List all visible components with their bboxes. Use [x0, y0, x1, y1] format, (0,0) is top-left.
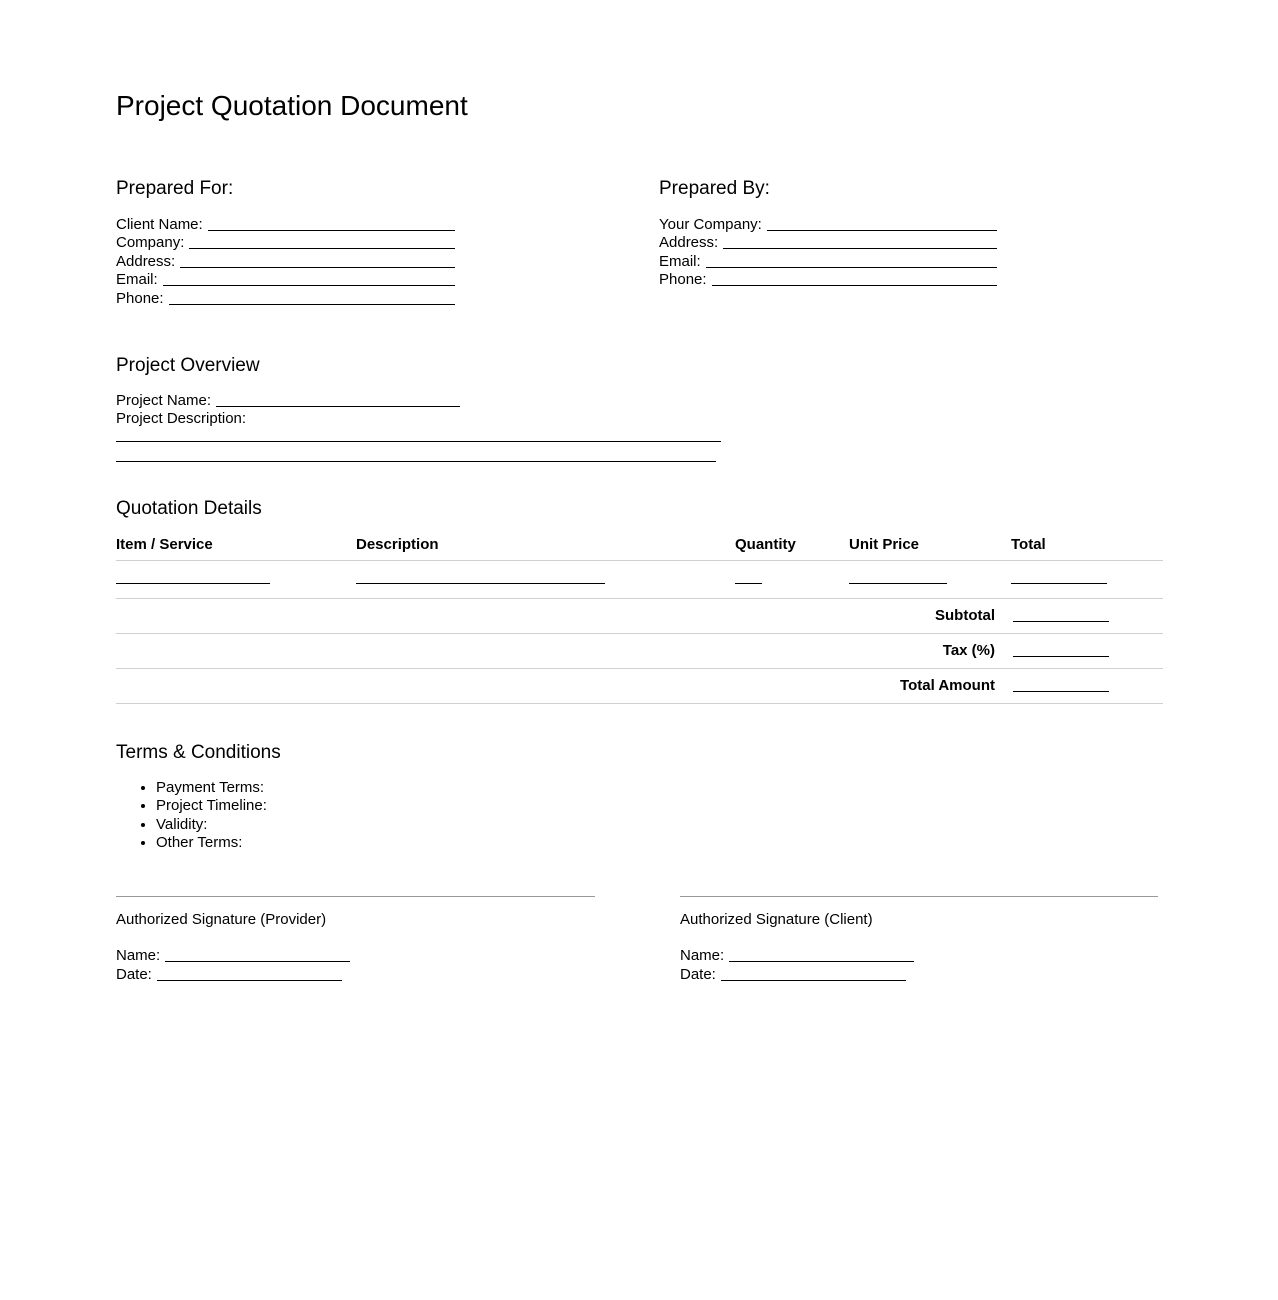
prepared-by-fields: [659, 216, 997, 290]
client-sig-date-blank: [721, 968, 906, 981]
client-email-blank: [163, 273, 455, 286]
quotation-details-section: [116, 498, 1278, 704]
your-company-blank: [767, 218, 997, 231]
company-field: [116, 234, 455, 252]
validity-item: [156, 816, 1278, 834]
your-company-label: Your Company:: [659, 216, 762, 233]
client-name-field: [116, 216, 455, 234]
column-header-total: Total: [1011, 535, 1046, 553]
total-amount-label: Total Amount: [900, 676, 995, 694]
column-header-unit-price: Unit Price: [849, 535, 920, 553]
provider-date-field: [116, 966, 595, 984]
provider-date-label: Date:: [116, 965, 152, 983]
provider-email-field: [659, 253, 997, 271]
payment-terms-item: [156, 779, 1278, 797]
client-address-field: [116, 253, 455, 271]
project-name-blank: [216, 394, 460, 407]
company-blank: [189, 236, 455, 249]
prepared-for-section: [116, 178, 455, 308]
subtotal-label: Subtotal: [935, 606, 995, 624]
provider-signature-block: [116, 896, 595, 984]
tax-row: [116, 634, 1163, 669]
provider-date-blank: [157, 968, 342, 981]
item-service-blank: [116, 571, 270, 584]
company-label: Company:: [116, 234, 185, 252]
tax-label: Tax (%): [942, 641, 995, 659]
provider-address-field: [659, 234, 997, 252]
unit-price-blank: [849, 571, 947, 584]
prepared-by-heading: Prepared By:: [659, 178, 770, 199]
terms-conditions-section: [116, 742, 1278, 853]
total-blank: [1011, 571, 1107, 584]
provider-email-blank: [706, 255, 997, 268]
client-name-blank: [208, 218, 455, 231]
client-name-sig-field: [680, 947, 1158, 965]
provider-name-blank: [165, 949, 350, 962]
other-terms-label: • Other Terms:: [156, 833, 243, 851]
prepared-by-section: [659, 178, 997, 308]
quotation-table-header-row: [116, 536, 1163, 561]
subtotal-blank: [1013, 609, 1109, 622]
project-timeline-item: [156, 797, 1278, 815]
tax-blank: [1013, 644, 1109, 657]
client-address-label: Address:: [116, 252, 176, 270]
validity-label: • Validity:: [156, 815, 208, 833]
parties-section: [116, 178, 1278, 308]
project-timeline-label: • Project Timeline:: [156, 797, 267, 815]
column-header-quantity: Quantity: [735, 535, 796, 553]
provider-signature-heading: Authorized Signature (Provider): [116, 911, 327, 929]
project-overview-heading: Project Overview: [116, 354, 260, 376]
payment-terms-label: • Payment Terms:: [156, 778, 265, 796]
project-description-blank-1: [116, 429, 721, 442]
quantity-blank: [735, 571, 762, 584]
project-description-label: Project Description:: [116, 410, 247, 428]
client-address-blank: [180, 255, 455, 268]
project-name-label: Project Name:: [116, 391, 212, 409]
client-name-label: Client Name:: [116, 216, 203, 233]
client-email-field: [116, 271, 455, 289]
total-amount-row: [116, 669, 1163, 704]
client-date-sig-field: [680, 966, 1158, 984]
provider-address-label: Address:: [659, 234, 719, 252]
client-sig-name-label: Name:: [680, 947, 725, 965]
project-description-field: [116, 410, 1278, 428]
client-phone-blank: [169, 292, 455, 305]
provider-phone-field: [659, 271, 997, 289]
quotation-table: [116, 536, 1163, 704]
client-signature-heading: Authorized Signature (Client): [680, 911, 873, 929]
client-sig-date-label: Date:: [680, 965, 716, 983]
project-description-lines: [116, 429, 1278, 462]
your-company-field: [659, 216, 997, 234]
column-header-item-service: Item / Service: [116, 535, 213, 553]
project-description-blank-2: [116, 449, 716, 462]
client-phone-field: [116, 290, 455, 308]
client-sig-name-blank: [729, 949, 914, 962]
provider-phone-label: Phone:: [659, 271, 707, 289]
column-header-description: Description: [356, 535, 439, 553]
description-blank: [356, 571, 605, 584]
project-overview-fields: [116, 392, 1278, 462]
document-title: Project Quotation Document: [116, 90, 468, 121]
client-email-label: Email:: [116, 271, 158, 289]
subtotal-row: [116, 599, 1163, 634]
project-name-field: [116, 392, 460, 410]
project-overview-section: [116, 355, 1278, 462]
quotation-details-heading: Quotation Details: [116, 497, 262, 519]
provider-name-field: [116, 947, 595, 965]
prepared-for-fields: [116, 216, 455, 308]
terms-list: [116, 779, 1278, 853]
provider-email-label: Email:: [659, 252, 701, 270]
terms-conditions-heading: Terms & Conditions: [116, 741, 281, 763]
provider-name-label: Name:: [116, 947, 161, 965]
total-amount-blank: [1013, 679, 1109, 692]
prepared-for-heading: Prepared For:: [116, 178, 234, 199]
client-phone-label: Phone:: [116, 289, 164, 307]
quotation-item-row: [116, 561, 1163, 599]
provider-phone-blank: [712, 273, 997, 286]
signatures-section: [116, 896, 1278, 984]
other-terms-item: [156, 834, 1278, 852]
client-signature-block: [680, 896, 1158, 984]
provider-address-blank: [723, 236, 997, 249]
